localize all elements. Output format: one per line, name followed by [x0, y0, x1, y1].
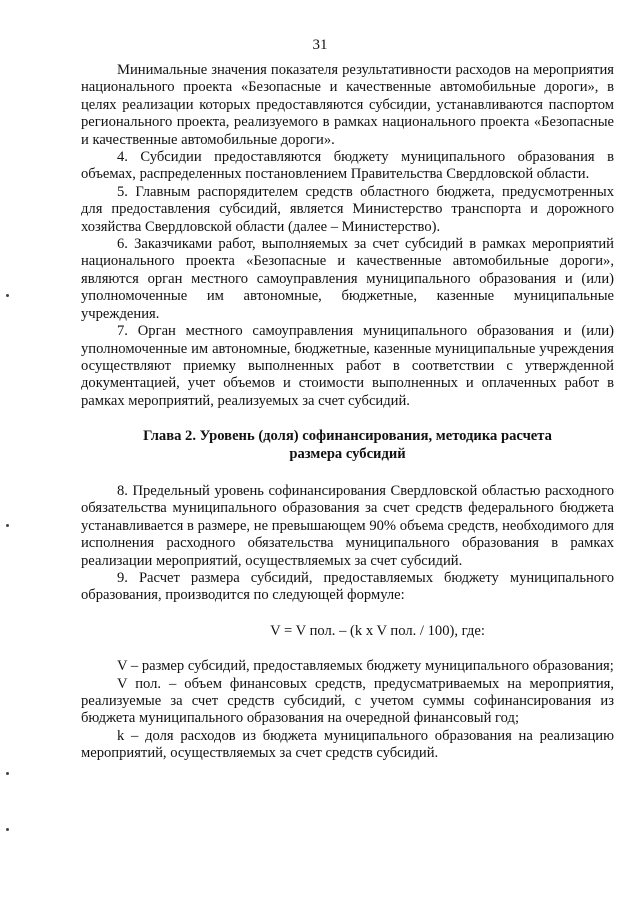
- margin-mark: [6, 772, 9, 775]
- chapter-heading-line-1: Глава 2. Уровень (доля) софинансирования, методика расчета: [143, 428, 552, 445]
- subsidy-formula: V = V пол. – (k x V пол. / 100), где:: [270, 622, 485, 639]
- paragraph-5: 5. Главным распорядителем средств областного бюджета, предусмотренных для предоставления субсидий, является Министерство транспорта и дорожного хозяйства Свердловской области (далее – Министерство).: [81, 183, 614, 235]
- margin-mark: [6, 294, 9, 297]
- page-body: [81, 62, 614, 763]
- chapter-heading-line-2: размера субсидий: [289, 445, 406, 462]
- margin-mark: [6, 524, 9, 527]
- margin-mark: [6, 828, 9, 831]
- definition-k: k – доля расходов из бюджета муниципального образования на реализацию мероприятий, осуществляемых за счет средств субсидий.: [81, 727, 614, 762]
- paragraph-4: 4. Субсидии предоставляются бюджету муниципального образования в объемах, распределенных постановлением Правительства Свердловской области.: [81, 149, 614, 183]
- page-number: 31: [312, 37, 328, 53]
- definition-v: V – размер субсидий, предоставляемых бюджету муниципального образования;: [117, 658, 614, 675]
- definition-v-pol: V пол. – объем финансовых средств, предусматриваемых на мероприятия, реализуемые за счет средств субсидий, с учетом суммы софинансирования из бюджета муниципального образования на очередной финансовый год;: [81, 675, 614, 727]
- paragraph-9: 9. Расчет размера субсидий, предоставляемых бюджету муниципального образования, производится по следующей формуле:: [81, 569, 614, 604]
- paragraph-7: 7. Орган местного самоуправления муниципального образования и (или) уполномоченные им автономные, бюджетные, казенные муниципальные учреждения осуществляют приемку выполненных работ в соответствии с утвержденной документацией, учет объемов и стоимости выполненных и оплаченных работ в рамках мероприятий, реализуемых за счет субсидий.: [81, 323, 614, 409]
- paragraph-8: 8. Предельный уровень софинансирования Свердловской областью расходного обязательства муниципального образования за счет средств федерального бюджета устанавливается в размере, не превышающем 90% объема средств, необходимого для исполнения расходного обязательства муниципального образования в рамках реализации мероприятий, осуществляемых за счет субсидий.: [81, 482, 614, 569]
- paragraph-result-indicator: Минимальные значения показателя результативности расходов на мероприятия национального проекта «Безопасные и качественные автомобильные дороги», в целях реализации которых предоставляются субсидии, устанавливаются паспортом регионального проекта, реализуемого в рамках национального проекта «Безопасные и качественные автомобильные дороги».: [81, 62, 614, 148]
- paragraph-6: 6. Заказчиками работ, выполняемых за счет субсидий в рамках мероприятий национального проекта «Безопасные и качественные автомобильные дороги», являются орган местного самоуправления муниципального образования и (или) уполномоченные им автономные, бюджетные, казенные муниципальные учреждения.: [81, 236, 614, 322]
